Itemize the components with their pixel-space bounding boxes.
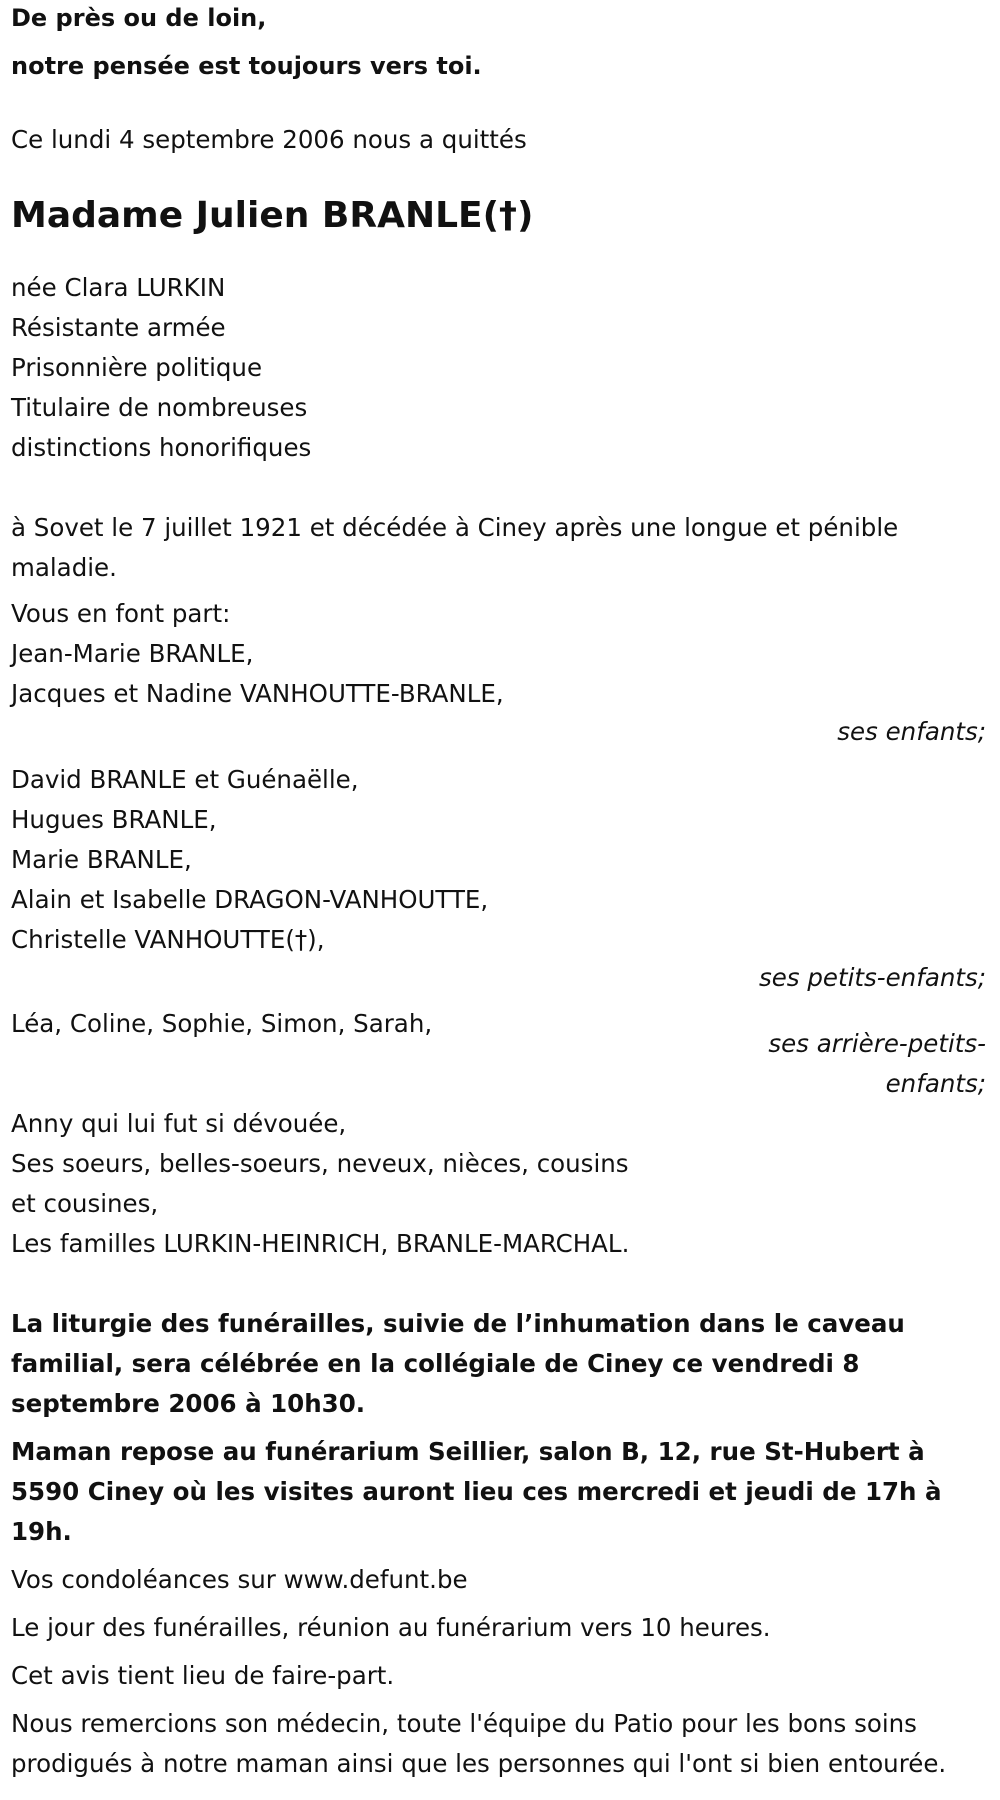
detail-line: Résistante armée [11,313,226,342]
detail-line: Prisonnière politique [11,353,263,382]
detail-line: distinctions honorifiques [11,433,312,462]
grandchildren-role: ses petits-enfants; [758,963,986,992]
intro-line-2: notre pensée est toujours vers toi. [11,52,482,80]
announcers [11,594,986,1264]
funerarium-info: Maman repose au funérarium Seillier, salon B, 12, rue St-Hubert à 5590 Ciney où les visites auront lieu ces mercredi et jeudi de 17h à 19h. [11,1437,942,1546]
funeral-info: La liturgie des funérailles, suivie de l’inhumation dans le caveau familial, sera célébrée en la collégiale de Ciney ce vendredi 8 septembre 2006 à 10h30. [11,1309,905,1418]
obituary-content [11,0,986,1784]
grandchild-name: Marie BRANLE, [11,845,192,874]
deceased-name: Madame Julien BRANLE(†) [11,195,534,236]
grandchild-name: David BRANLE et Guénaëlle, [11,765,359,794]
condolences-line: Vos condoléances sur www.defunt.be [11,1565,468,1594]
relative-line: Les familles LURKIN-HEINRICH, BRANLE-MARCHAL. [11,1229,630,1258]
relative-line: Anny qui lui fut si dévouée, [11,1109,347,1138]
intro-line-1: De près ou de loin, [11,4,267,32]
announcers-intro: Vous en font part: [11,599,231,628]
great-grandchildren-role: ses arrière-petits-enfants; [768,1029,986,1098]
other-relatives [11,1104,986,1264]
detail-line: Titulaire de nombreuses [11,393,308,422]
announcement: Ce lundi 4 septembre 2006 nous a quittés [11,125,527,154]
children-role: ses enfants; [837,717,986,746]
thanks-line: Nous remercions son médecin, toute l'équipe du Patio pour les bons soins prodigués à notre maman ainsi que les personnes qui l'ont si bien entourée. [11,1709,947,1778]
grandchildren-group [11,760,986,998]
meeting-line: Le jour des funérailles, réunion au funérarium vers 10 heures. [11,1613,771,1642]
children-group [11,634,986,752]
great-grandchildren-group [11,1004,986,1098]
child-name: Jean-Marie BRANLE, [11,639,254,668]
child-name: Jacques et Nadine VANHOUTTE-BRANLE, [11,679,504,708]
birth-death-line: à Sovet le 7 juillet 1921 et décédée à Ciney après une longue et pénible maladie. [11,513,899,582]
great-grandchildren-names: Léa, Coline, Sophie, Simon, Sarah, [11,1009,433,1038]
relative-line: et cousines, [11,1189,159,1218]
relative-line: Ses soeurs, belles-soeurs, neveux, nièces, cousins [11,1149,629,1178]
grandchild-name: Christelle VANHOUTTE(†), [11,925,325,954]
detail-line: née Clara LURKIN [11,273,226,302]
grandchild-name: Hugues BRANLE, [11,805,217,834]
deceased-details [11,268,986,468]
grandchild-name: Alain et Isabelle DRAGON-VANHOUTTE, [11,885,489,914]
notice-line: Cet avis tient lieu de faire-part. [11,1661,395,1690]
